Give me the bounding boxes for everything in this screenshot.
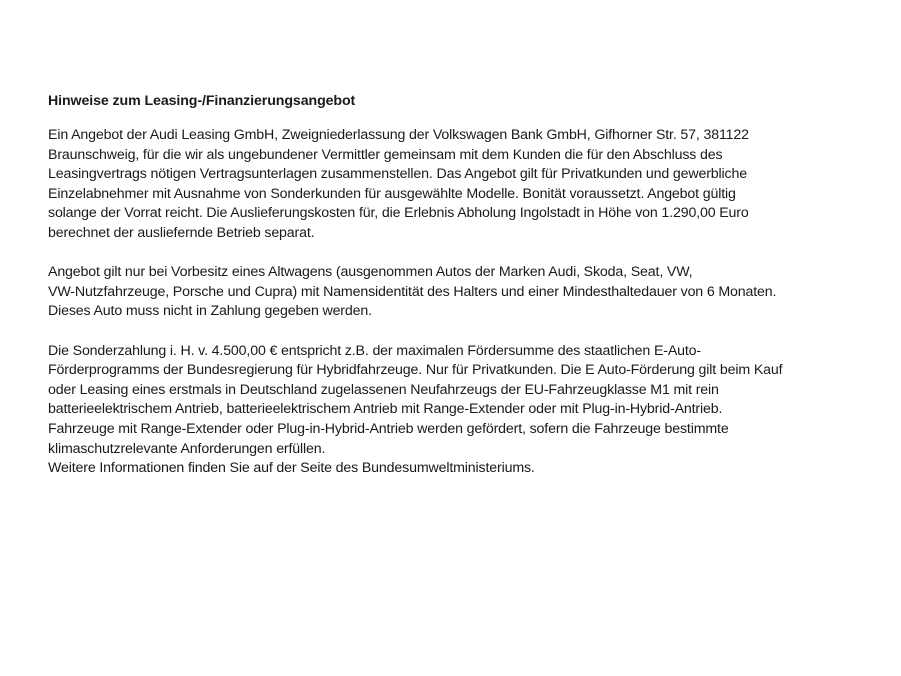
text-line: berechnet der ausliefernde Betrieb separat. (48, 224, 315, 241)
text-line: Fahrzeuge mit Range-Extender oder Plug-in-Hybrid-Antrieb werden gefördert, sofern die Fahrzeuge bestimmte (48, 420, 729, 437)
text-line: klimaschutzrelevante Anforderungen erfüllen. (48, 440, 326, 457)
text-line: Förderprogramms der Bundesregierung für Hybridfahrzeuge. Nur für Privatkunden. Die E Auto-Förderung gilt beim Kauf (48, 362, 783, 379)
text-line: Weitere Informationen finden Sie auf der Seite des Bundesumweltministeriums. (48, 460, 535, 477)
text-line: Leasingvertrags nötigen Vertragsunterlagen zusammenstellen. Das Angebot gilt für Privatkunden und gewerbliche (48, 166, 747, 183)
paragraph-offer-details (48, 126, 888, 244)
text-line: Die Sonderzahlung i. H. v. 4.500,00 € entspricht z.B. der maximalen Fördersumme des staatlichen E-Auto- (48, 342, 701, 359)
text-line: Ein Angebot der Audi Leasing GmbH, Zweigniederlassung der Volkswagen Bank GmbH, Gifhorner Str. 57, 381122 (48, 127, 749, 143)
text-line: batterieelektrischem Antrieb, batterieelektrischem Antrieb mit Range-Extender oder mit Plug-in-Hybrid-Antrieb. (48, 401, 723, 418)
text-line: Braunschweig, für die wir als ungebundener Vermittler gemeinsam mit dem Kunden die für den Abschluss des (48, 146, 723, 163)
text-line: Dieses Auto muss nicht in Zahlung gegeben werden. (48, 303, 372, 320)
paragraph-e-auto-funding (48, 342, 888, 479)
text-line: Angebot gilt nur bei Vorbesitz eines Altwagens (ausgenommen Autos der Marken Audi, Skoda, Seat, VW, (48, 264, 693, 281)
notice-title: Hinweise zum Leasing-/Finanzierungsangebot (48, 93, 356, 109)
text-line: VW-Nutzfahrzeuge, Porsche und Cupra) mit Namensidentität des Halters und einer Mindesthaltedauer von 6 Monaten. (48, 283, 777, 300)
text-line: solange der Vorrat reicht. Die Auslieferungskosten für, die Erlebnis Abholung Ingolstadt in Höhe von 1.290,00 Euro (48, 205, 749, 222)
paragraph-trade-in-conditions (48, 263, 888, 322)
text-line: oder Leasing eines erstmals in Deutschland zugelassenen Neufahrzeugs der EU-Fahrzeugklasse M1 mit rein (48, 381, 719, 398)
leasing-notice (48, 92, 888, 479)
text-line: Einzelabnehmer mit Ausnahme von Sonderkunden für ausgewählte Modelle. Bonität voraussetzt. Angebot gültig (48, 185, 736, 202)
